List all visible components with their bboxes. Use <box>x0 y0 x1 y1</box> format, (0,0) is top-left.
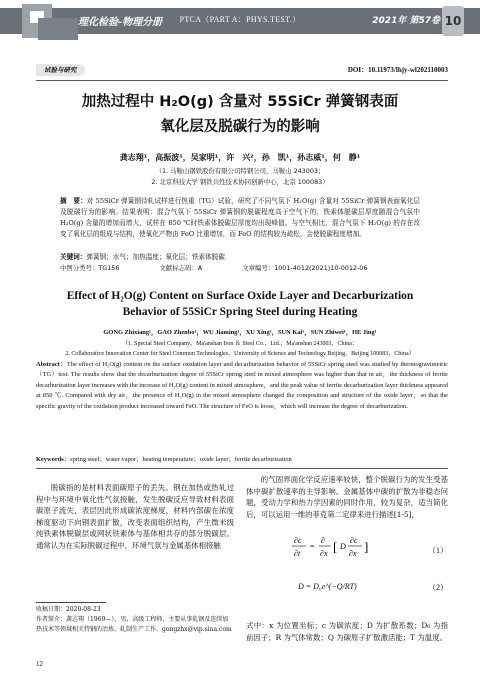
affiliation-en-2: 2. Collaborative Innovation Center for Steel Common Technologies，University of Science and Technology Beijing，Beijing 100083，China） <box>65 351 415 357</box>
equation-1-number: （1） <box>428 546 448 555</box>
keywords-en-text: spring steel；water vapor；heating temperature；oxide layer；ferrite decarburization <box>70 456 292 463</box>
eq1-equals: = <box>310 542 315 551</box>
abstract-en-label: Abstract： <box>36 361 67 368</box>
journal-part: PTCA（PART A：PHYS.TEST.） <box>179 15 301 24</box>
keywords-cn-text: 弹簧钢；水气；加热温度；氧化层；铁素体脱碳 <box>86 253 225 261</box>
footnote-author-bio: 作者简介：龚志翔（1969—），男，高级工程师，主要从事轧钢及连续加热技术等领域相关特钢的冶炼、轧制生产工作，gongzhx@vip.sina.com <box>36 616 232 633</box>
affiliation-cn-1: （1. 马鞍山钢铁股份有限公司特钢公司，马鞍山 243003； <box>155 167 325 175</box>
variable-definitions: 式中：x 为位置坐标；c 为碳浓度；D 为扩散系数；D₀ 为指前因子；R 为气体常数；Q 为碳原子扩散激活能；T 为温度。 <box>246 621 448 642</box>
eq1-den-dx2: ∂x <box>349 549 357 558</box>
keywords-cn <box>60 251 420 261</box>
eq1-den-dt: ∂t <box>294 549 301 558</box>
eq1-num-dc2: ∂c <box>350 536 358 545</box>
abstract-cn <box>60 196 420 240</box>
keywords-en-label: Keywords： <box>36 456 71 463</box>
eq1-num-dc: ∂c <box>294 536 302 545</box>
footnote-received: 收稿日期：2020-08-23 <box>36 606 101 613</box>
eq1-D: D <box>340 542 346 551</box>
journal-name: 理化检验-物理分册 <box>78 17 163 28</box>
issue-info: 2021年 第57卷 <box>372 16 440 26</box>
authors-cn: 龚志翔¹，高振波¹，吴家明¹，许 兴²，孙 凯¹，孙志威¹，何 静¹ <box>119 153 361 162</box>
eq1-den-dx: ∂x <box>320 549 328 558</box>
title-cn-line1: 加热过程中 H₂O(g) 含量对 55SiCr 弹簧钢表面 <box>81 94 399 110</box>
document-code: 文献标志码：A <box>159 264 203 272</box>
issue-number-box: 10 <box>442 6 464 36</box>
abstract-en-text: The effect of H₂O(g) content on the surface oxidation layer and decarburization behavior of 55SiCr spring steel was studied by thermogravimetric（TG）test. The results show that the decarburization degree of 55SiCr spring steel in mixed atmosphere was higher than that in air，the thickness of ferrite decarburization layer increases with the increase of H₂O(g) content in mixed atmosphere，and the peak value of ferrite decarburization layer thickness appeared at 850 ℃. Compared with dry air，the presence of H₂O(g) in the mixed atmosphere changed the composition and structure of the oxide layer，so that the specific gravity of the oxidation product increased toward FeO. The structure of FeO is loose，which will increase the degree of decarburization. <box>36 361 449 410</box>
body-right-column: 的气固界面化学反应速率较快，整个脱碳行为的发生受基体中碳扩散速率的主导影响。金属基体中碳的扩散为非稳态问题，受动力学和热力学因素的同时作用，较为复杂，适当简化后，可以运用一维的菲克第二定律来进行描述[1-5]， <box>246 475 448 519</box>
equation-2: D = D₀e^(−Q/RT) <box>298 582 357 591</box>
authors-en: GONG Zhixiang¹，GAO Zhenbo¹，WU Jiaming¹，XU Xing²，SUN Kai¹，SUN Zhiwei¹，HE Jing¹ <box>103 329 377 336</box>
title-cn-line2: 氧化层及脱碳行为的影响 <box>160 119 320 135</box>
section-tag: 试验与研究 <box>36 64 85 76</box>
footnote-rule <box>36 602 106 603</box>
section-row <box>36 64 448 78</box>
abstract-en <box>36 360 448 412</box>
title-en-line1: Effect of H₂O(g) Content on Surface Oxide Layer and Decarburization <box>66 290 414 302</box>
doi: DOI：10.11973/lhjy-wl202110003 <box>347 66 448 74</box>
page-number: 12 <box>36 660 43 668</box>
body-left-column: 脱碳指的是材料表面碳原子的丢失。钢在加热或热轧过程中与环境中氧化性气氛接触，发生脱碳反应导致材料表面碳原子流失，表层因此形成碳浓度梯度，材料内部碳在浓度梯度驱动下向钢表面扩散，改变表面组织结构，产生微米级纯铁素体脱碳层或网状铁素体与基体相共存的部分脱碳层。通常认为在实际脱碳过程中，环境气氛与金属基体相接触 <box>36 483 234 550</box>
affiliation-en-1: （1. Special Steel Company，Ma'anshan Iron ＆ Steel Co.，Ltd.，Ma'anshan 243003，China； <box>122 341 358 347</box>
eq1-num-d: ∂ <box>321 536 325 545</box>
clc-number: 中图分类号：TG156 <box>60 264 120 272</box>
abstract-rule <box>36 468 448 469</box>
classification-cn <box>60 263 420 272</box>
eq1-bracket-close: ] <box>364 539 369 554</box>
abstract-cn-text: 对 55SiCr 弹簧钢待轧试样进行热重（TG）试验，研究了不同气氛下 H₂O(g) 含量对 55SiCr 弹簧钢表面氧化层及脱碳行为的影响。结果表明：混合气氛下 55SiCr 弹簧钢的脱碳程度高于空气下的，铁素体脱碳层厚度随混合气氛中 H₂O(g) 含量的增加而增大，试样在 850 ℃时铁素体脱碳层厚度均出现峰值。与空气相比，混合气氛下 H₂O(g) 的存在改变了氧化层的组成与结构，使氧化产物由 FeO 比重增加，而 FeO 的结构较为疏松，会使脱碳程度增加。 <box>60 197 420 238</box>
title-en-line2: Behavior of 55SiCr Spring Steel during Heating <box>122 306 358 318</box>
equation-1 <box>290 534 400 564</box>
article-number: 文章编号：1001-4012(2021)10-0012-06 <box>242 264 368 272</box>
keywords-en <box>36 454 448 463</box>
header-rule <box>36 80 448 81</box>
affiliation-cn-2: 2. 北京科技大学 钢铁共性技术协同创新中心，北京 100083） <box>151 178 329 186</box>
keywords-cn-label: 关键词： <box>60 253 87 261</box>
eq1-bracket-open: [ <box>333 539 338 554</box>
equation-2-number: （2） <box>428 583 448 592</box>
abstract-cn-label: 摘 要： <box>60 197 87 205</box>
journal-header <box>0 0 480 62</box>
